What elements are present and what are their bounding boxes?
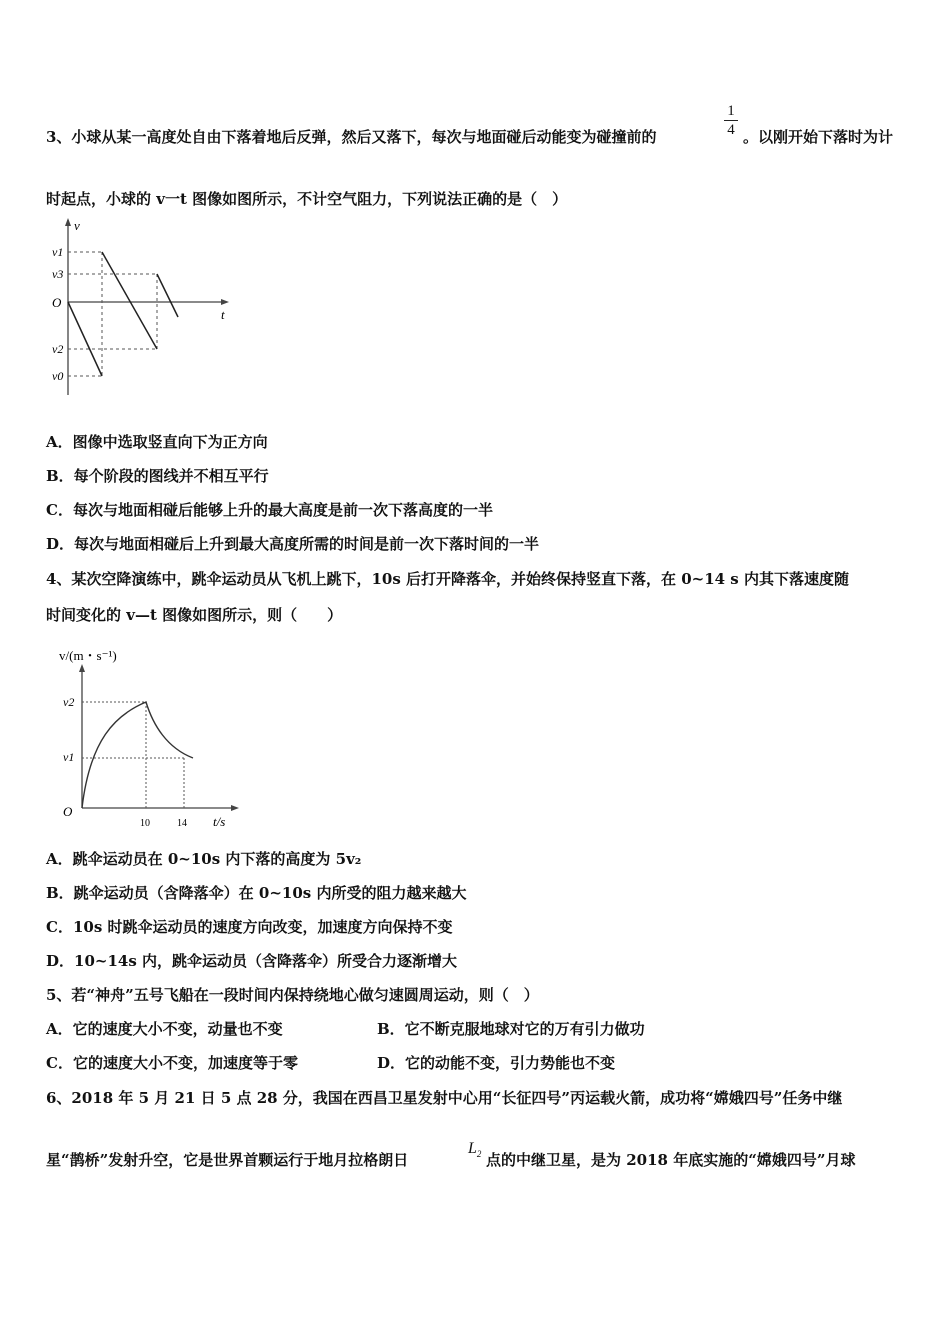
q6-l2-letter: L bbox=[468, 1140, 477, 1157]
q4-origin: O bbox=[63, 804, 73, 819]
q5-option-d: D．它的动能不变，引力势能也不变 bbox=[377, 1054, 616, 1072]
q6-line2a: 星“鹊桥”发射升空，它是世界首颗运行于地月拉格朗日 bbox=[46, 1151, 409, 1169]
fraction-denominator: 4 bbox=[727, 122, 735, 138]
q3-t-arrow bbox=[221, 299, 229, 305]
q3-vt-graph bbox=[40, 215, 240, 400]
q4-option-d: D．10~14s 内，跳伞运动员（含降落伞）所受合力逐渐增大 bbox=[46, 952, 457, 970]
q4-option-c: C．10s 时跳伞运动员的速度方向改变，加速度方向保持不变 bbox=[46, 918, 453, 936]
q3-option-b: B．每个阶段的图线并不相互平行 bbox=[46, 467, 269, 485]
q3-graph-line bbox=[68, 252, 178, 376]
q3-label-v2: v2 bbox=[52, 342, 64, 356]
q3-label-v1: v1 bbox=[52, 245, 64, 259]
q3-label-v3: v3 bbox=[52, 267, 64, 281]
q4-option-b: B．跳伞运动员（含降落伞）在 0~10s 内所受的阻力越来越大 bbox=[46, 884, 467, 902]
q4-vt-graph bbox=[55, 640, 255, 835]
q4-t-arrow bbox=[231, 805, 239, 811]
fraction-one-quarter bbox=[724, 103, 738, 138]
q3-option-c: C．每次与地面相碰后能够上升的最大高度是前一次下落高度的一半 bbox=[46, 501, 493, 519]
q6-l2-symbol bbox=[468, 1140, 481, 1159]
q4-dotted-guides bbox=[82, 702, 184, 808]
q3-axis-v: v bbox=[74, 218, 80, 233]
q5-option-b: B．它不断克服地球对它的万有引力做功 bbox=[377, 1020, 645, 1038]
q3-label-v0: v0 bbox=[52, 369, 64, 383]
q4-line2: 时间变化的 v—t 图像如图所示，则（ ） bbox=[46, 606, 343, 624]
q4-tick-14: 14 bbox=[177, 818, 187, 829]
q4-axis-ylabel: v/(m・s⁻¹) bbox=[59, 648, 117, 663]
q6-l2-subscript: 2 bbox=[476, 1149, 482, 1160]
q3-v-arrow bbox=[65, 218, 71, 226]
q4-line1: 4、某次空降演练中，跳伞运动员从飞机上跳下，10s 后打开降落伞，并始终保持竖直下落，在 0~14 s 内其下落速度随 bbox=[46, 570, 849, 588]
q5-option-a: A．它的速度大小不变，动量也不变 bbox=[46, 1020, 283, 1038]
q4-velocity-curve bbox=[82, 702, 193, 808]
q4-v-arrow bbox=[79, 664, 85, 672]
q5-option-c: C．它的速度大小不变，加速度等于零 bbox=[46, 1054, 298, 1072]
q4-label-v1: v1 bbox=[63, 750, 75, 764]
q4-tick-10: 10 bbox=[140, 818, 150, 829]
q3-axis-t: t bbox=[221, 307, 225, 322]
q4-label-v2: v2 bbox=[63, 695, 75, 709]
fraction-bar bbox=[724, 120, 738, 121]
q5-line1: 5、若“神舟”五号飞船在一段时间内保持绕地心做匀速圆周运动，则（ ） bbox=[46, 986, 539, 1004]
q6-line2b: 点的中继卫星，是为 2018 年底实施的“嫦娥四号”月球 bbox=[486, 1151, 856, 1169]
q3-option-d: D．每次与地面相碰后上升到最大高度所需的时间是前一次下落时间的一半 bbox=[46, 535, 540, 553]
q4-axis-xlabel: t/s bbox=[213, 814, 226, 829]
q3-line2: 时起点，小球的 v一t 图像如图所示，不计空气阻力，下列说法正确的是（ ） bbox=[46, 190, 568, 208]
q3-line1-end: 。以刚开始下落时为计 bbox=[743, 128, 894, 146]
q4-option-a: A．跳伞运动员在 0~10s 内下落的高度为 5v₂ bbox=[46, 850, 362, 868]
q6-line1: 6、2018 年 5 月 21 日 5 点 28 分，我国在西昌卫星发射中心用“长征四号”丙运载火箭，成功将“嫦娥四号”任务中继 bbox=[46, 1089, 843, 1107]
fraction-numerator: 1 bbox=[727, 103, 735, 119]
q3-line1: 3、小球从某一高度处自由下落着地后反弹，然后又落下，每次与地面碰后动能变为碰撞前的 bbox=[46, 128, 657, 146]
q3-origin: O bbox=[52, 295, 62, 310]
q3-option-a: A．图像中选取竖直向下为正方向 bbox=[46, 433, 268, 451]
